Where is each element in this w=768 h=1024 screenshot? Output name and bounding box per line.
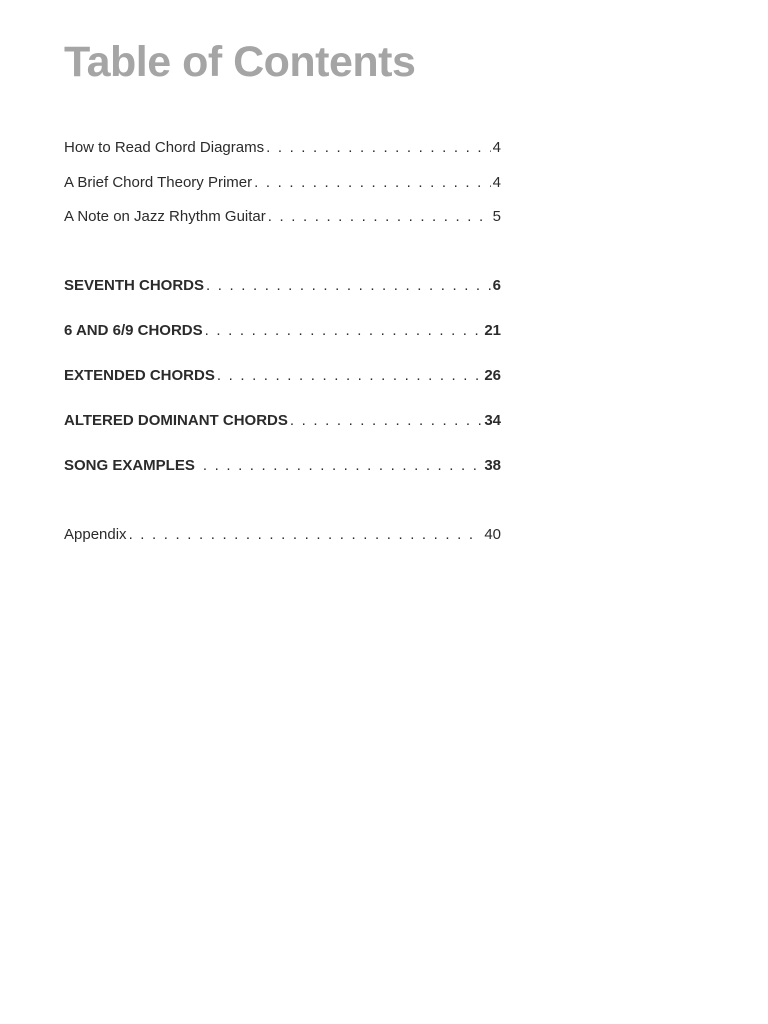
toc-entry-title: EXTENDED CHORDS bbox=[64, 367, 215, 384]
toc-entry-title: SEVENTH CHORDS bbox=[64, 277, 205, 294]
toc-page-number: 5 bbox=[492, 208, 501, 225]
toc-dot-leader bbox=[206, 276, 491, 296]
toc-dot-leader bbox=[266, 138, 491, 158]
toc-page-number: 4 bbox=[492, 174, 501, 191]
toc-page-number: 6 bbox=[492, 277, 501, 294]
toc-page-number: 38 bbox=[484, 457, 501, 474]
toc-dot-leader bbox=[217, 366, 482, 386]
toc-entry-title: Appendix bbox=[64, 526, 127, 543]
toc-entry-jazz-rhythm-guitar[interactable] bbox=[64, 207, 501, 227]
toc-entry-title: 6 AND 6/9 CHORDS bbox=[64, 322, 203, 339]
toc-entry-extended-chords[interactable] bbox=[64, 366, 501, 386]
toc-entry-how-to-read-chord-diagrams[interactable] bbox=[64, 138, 501, 158]
toc-dot-leader bbox=[268, 207, 491, 227]
toc-dot-leader bbox=[254, 173, 491, 193]
toc-page-number: 26 bbox=[484, 367, 501, 384]
page-title: Table of Contents bbox=[64, 38, 416, 86]
toc-entry-title: A Note on Jazz Rhythm Guitar bbox=[64, 208, 266, 225]
toc-entry-title: A Brief Chord Theory Primer bbox=[64, 174, 253, 191]
toc-entry-6-and-6-9-chords[interactable] bbox=[64, 321, 501, 341]
toc-entry-altered-dominant-chords[interactable] bbox=[64, 411, 501, 431]
toc-dot-leader bbox=[205, 321, 483, 341]
toc-dot-leader bbox=[203, 456, 482, 476]
toc-entry-song-examples[interactable] bbox=[64, 456, 501, 476]
toc-entry-appendix[interactable] bbox=[64, 525, 501, 545]
toc-dot-leader bbox=[290, 411, 482, 431]
toc-page-number: 4 bbox=[492, 139, 501, 156]
toc-dot-leader bbox=[129, 525, 483, 545]
toc-page-number: 40 bbox=[484, 526, 501, 543]
toc-entry-chord-theory-primer[interactable] bbox=[64, 173, 501, 193]
toc-page-number: 21 bbox=[484, 322, 501, 339]
toc-page-number: 34 bbox=[484, 412, 501, 429]
toc-entry-title: SONG EXAMPLES bbox=[64, 457, 195, 474]
toc-entry-seventh-chords[interactable] bbox=[64, 276, 501, 296]
toc-entry-title: How to Read Chord Diagrams bbox=[64, 139, 265, 156]
toc-entry-title: ALTERED DOMINANT CHORDS bbox=[64, 412, 288, 429]
